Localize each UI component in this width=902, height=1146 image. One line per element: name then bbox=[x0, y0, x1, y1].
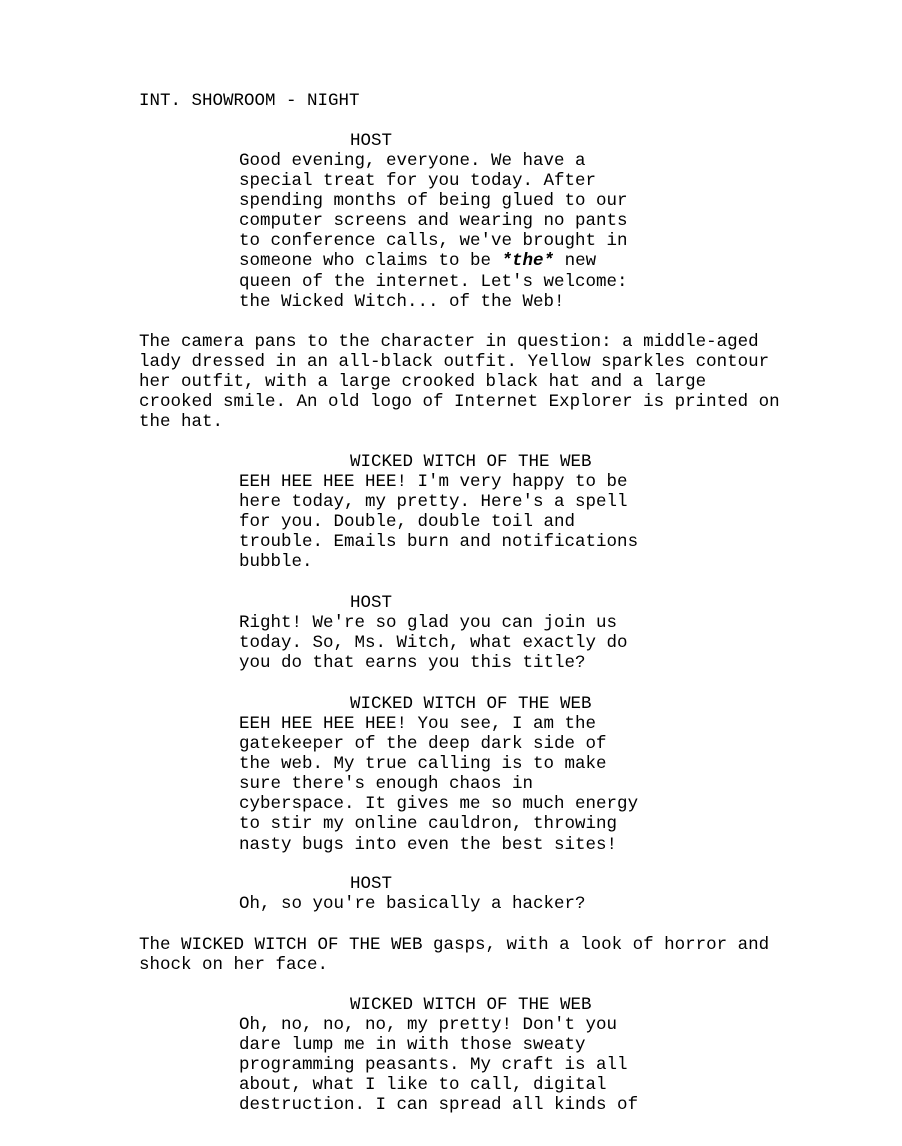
dialogue-line: queen of the internet. Let's welcome: bbox=[239, 271, 628, 292]
dialogue-line: to conference calls, we've brought in bbox=[239, 231, 628, 252]
dialogue-line-segment: someone who claims to be bbox=[239, 251, 502, 272]
dialogue-line: destruction. I can spread all kinds of bbox=[239, 1095, 639, 1116]
character-name: WICKED WITCH OF THE WEB bbox=[350, 995, 592, 1015]
dialogue-line: EEH HEE HEE HEE! You see, I am the bbox=[239, 714, 597, 734]
dialogue-line: for you. Double, double toil and bbox=[239, 512, 576, 533]
action-line: crooked smile. An old logo of Internet Explorer is printed on bbox=[139, 392, 780, 413]
dialogue-line: sure there's enough chaos in bbox=[239, 774, 534, 795]
dialogue-line: about, what I like to call, digital bbox=[239, 1075, 607, 1096]
dialogue bbox=[239, 714, 638, 855]
emphasized-word: *the* bbox=[501, 251, 555, 272]
dialogue-line: trouble. Emails burn and notifications bbox=[239, 532, 639, 553]
dialogue-line: computer screens and wearing no pants bbox=[239, 211, 628, 232]
dialogue-line: to stir my online cauldron, throwing bbox=[239, 814, 618, 835]
action-line: her outfit, with a large crooked black hat and a large bbox=[139, 372, 707, 393]
dialogue-line: Oh, so you're basically a hacker? bbox=[239, 894, 586, 914]
dialogue-line: you do that earns you this title? bbox=[239, 653, 586, 674]
dialogue-line: spending months of being glued to our bbox=[239, 191, 628, 212]
character-name: WICKED WITCH OF THE WEB bbox=[350, 452, 592, 472]
dialogue-line: special treat for you today. After bbox=[239, 171, 597, 192]
character-name: HOST bbox=[350, 131, 393, 151]
dialogue-line: dare lump me in with those sweaty bbox=[239, 1035, 586, 1056]
dialogue-line: cyberspace. It gives me so much energy bbox=[239, 794, 639, 815]
dialogue-line: today. So, Ms. Witch, what exactly do bbox=[239, 633, 628, 654]
character-name: HOST bbox=[350, 874, 393, 894]
dialogue bbox=[239, 151, 628, 312]
dialogue-line-segment: new bbox=[554, 251, 597, 272]
action-line: lady dressed in an all-black outfit. Yellow sparkles contour bbox=[139, 352, 770, 373]
character-name: WICKED WITCH OF THE WEB bbox=[350, 694, 592, 714]
dialogue-line: the Wicked Witch... of the Web! bbox=[239, 291, 565, 312]
dialogue-line: EEH HEE HEE HEE! I'm very happy to be bbox=[239, 472, 628, 492]
dialogue-line: programming peasants. My craft is all bbox=[239, 1055, 628, 1076]
dialogue-line: Good evening, everyone. We have a bbox=[239, 151, 586, 171]
dialogue-line: gatekeeper of the deep dark side of bbox=[239, 734, 607, 755]
dialogue-line: Oh, no, no, no, my pretty! Don't you bbox=[239, 1015, 618, 1035]
action-description bbox=[139, 332, 780, 432]
dialogue bbox=[239, 472, 638, 572]
dialogue-line: the web. My true calling is to make bbox=[239, 754, 607, 775]
dialogue-line: here today, my pretty. Here's a spell bbox=[239, 492, 628, 513]
action-line: The camera pans to the character in question: a middle-aged bbox=[139, 332, 759, 352]
dialogue-line: nasty bugs into even the best sites! bbox=[239, 834, 618, 855]
action-line: the hat. bbox=[139, 412, 224, 433]
dialogue bbox=[239, 1015, 638, 1115]
dialogue-line: Right! We're so glad you can join us bbox=[239, 613, 618, 633]
action-line: The WICKED WITCH OF THE WEB gasps, with a look of horror and bbox=[139, 935, 770, 955]
dialogue-line: bubble. bbox=[239, 552, 313, 573]
action-line: shock on her face. bbox=[139, 955, 329, 976]
scene-heading: INT. SHOWROOM - NIGHT bbox=[139, 91, 360, 111]
dialogue bbox=[239, 613, 628, 673]
action-description bbox=[139, 935, 769, 975]
character-name: HOST bbox=[350, 593, 393, 613]
dialogue bbox=[239, 894, 586, 914]
